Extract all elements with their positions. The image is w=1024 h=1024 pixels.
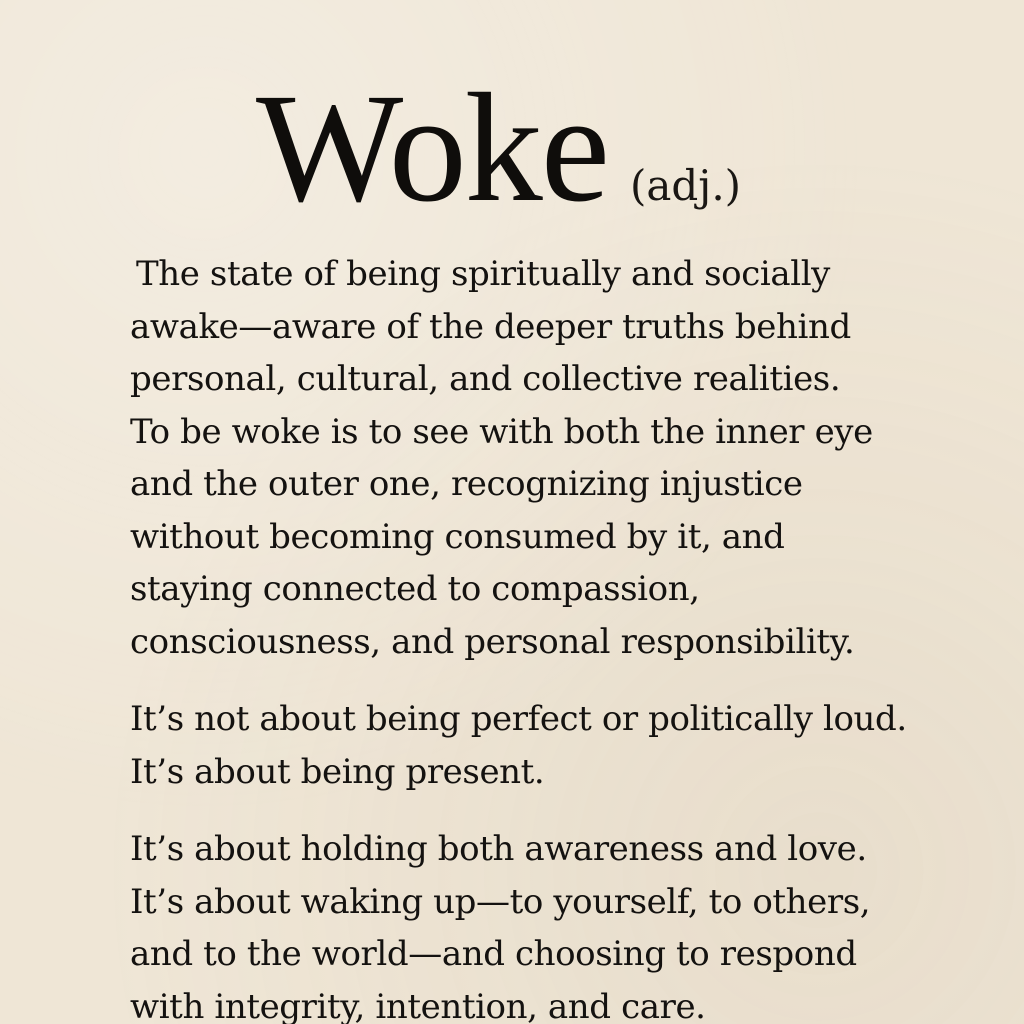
headword: Woke	[256, 61, 608, 234]
text-line: and to the world—and choosing to respond	[130, 934, 857, 974]
text-line: staying connected to compassion,	[130, 569, 700, 609]
text-line: personal, cultural, and collective realities.	[130, 359, 841, 399]
closing-paragraph	[130, 823, 930, 1024]
text-line: It’s not about being perfect or politically loud.	[130, 699, 907, 739]
entry-header	[256, 61, 742, 234]
text-line: and the outer one, recognizing injustice	[130, 464, 803, 504]
definition-paragraph	[130, 248, 930, 668]
text-line: It’s about waking up—to yourself, to others,	[130, 881, 871, 922]
text-line: To be woke is to see with both the inner eye	[130, 411, 873, 452]
text-line: without becoming consumed by it, and	[130, 516, 785, 557]
text-line: awake—aware of the deeper truths behind	[130, 306, 851, 347]
clarification-paragraph	[130, 693, 930, 798]
part-of-speech: (adj.)	[630, 161, 742, 210]
text-line: with integrity, intention, and care.	[130, 986, 706, 1024]
text-line: consciousness, and personal responsibility.	[130, 621, 855, 662]
text-line: It’s about being present.	[130, 751, 545, 792]
text-line: It’s about holding both awareness and love.	[130, 829, 867, 869]
definition-body	[130, 248, 930, 1024]
text-line: The state of being spiritually and socially	[136, 254, 830, 294]
